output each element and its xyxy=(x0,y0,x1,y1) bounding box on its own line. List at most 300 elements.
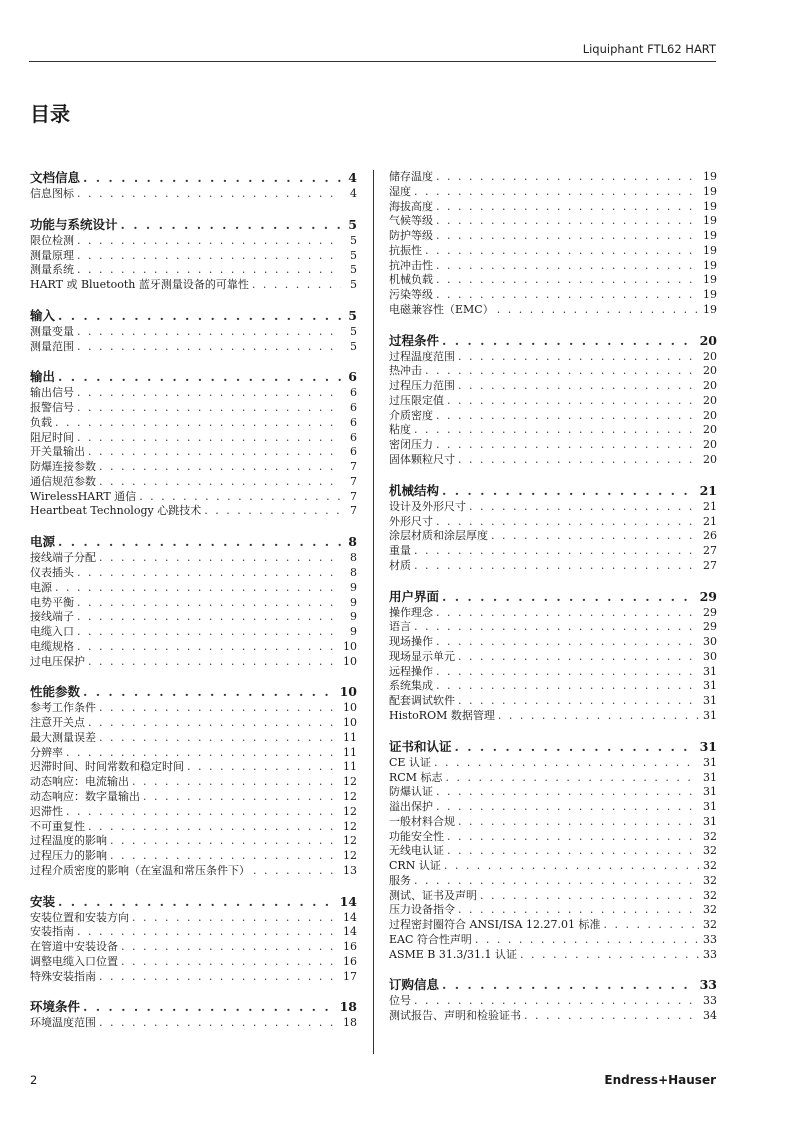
toc-entry[interactable] xyxy=(30,805,357,820)
toc-entry-page: 12 xyxy=(343,789,357,803)
toc-entry[interactable] xyxy=(389,889,717,904)
toc-entry[interactable] xyxy=(389,244,717,259)
toc-section-heading[interactable] xyxy=(389,333,717,349)
footer-brand: Endress+Hauser xyxy=(604,1073,716,1087)
toc-dot-leader xyxy=(77,263,341,278)
toc-dot-leader xyxy=(55,416,341,431)
toc-entry-label: 气候等级 xyxy=(389,214,433,228)
toc-section-title: 输出 xyxy=(30,369,56,385)
toc-entry[interactable] xyxy=(389,185,717,200)
toc-dot-leader xyxy=(414,620,699,635)
toc-entry-label: 密闭压力 xyxy=(389,438,433,452)
toc-entry-label: 特殊安装指南 xyxy=(30,969,96,983)
toc-entry-label: 湿度 xyxy=(389,184,411,198)
toc-section-heading[interactable] xyxy=(30,999,357,1015)
toc-entry[interactable] xyxy=(389,394,717,409)
toc-entry[interactable] xyxy=(389,918,717,933)
toc-dot-leader xyxy=(83,170,341,186)
toc-entry[interactable] xyxy=(30,970,357,985)
toc-dot-leader xyxy=(475,933,699,948)
toc-dot-leader xyxy=(442,333,696,349)
toc-entry[interactable] xyxy=(389,903,717,918)
toc-entry-page: 11 xyxy=(343,745,357,759)
toc-entry[interactable] xyxy=(389,665,717,680)
toc-entry-page: 32 xyxy=(703,859,717,873)
toc-entry[interactable] xyxy=(389,438,717,453)
toc-entry-page: 33 xyxy=(703,932,717,946)
toc-entry[interactable] xyxy=(30,386,357,401)
toc-entry-label: EAC 符合性声明 xyxy=(389,932,472,946)
toc-entry-label: 输出信号 xyxy=(30,386,74,400)
toc-section-heading[interactable] xyxy=(30,170,357,186)
toc-entry-label: 配套调试软件 xyxy=(389,694,455,708)
toc-entry-page: 19 xyxy=(703,302,717,316)
toc-entry[interactable] xyxy=(389,1009,717,1024)
toc-entry[interactable] xyxy=(389,859,717,874)
toc-section xyxy=(30,684,357,878)
toc-dot-leader xyxy=(132,775,339,790)
toc-entry[interactable] xyxy=(389,288,717,303)
toc-section-page: 5 xyxy=(348,216,357,232)
toc-entry[interactable] xyxy=(389,379,717,394)
toc-section xyxy=(389,739,717,963)
toc-entry[interactable] xyxy=(389,529,717,544)
toc-entry[interactable] xyxy=(389,994,717,1009)
toc-section-heading[interactable] xyxy=(389,589,717,605)
toc-entry-label: 操作理念 xyxy=(389,605,433,619)
toc-entry-label: 防爆认证 xyxy=(389,785,433,799)
toc-dot-leader xyxy=(99,970,339,985)
toc-entry-label: 信息图标 xyxy=(30,187,74,200)
toc-entry-page: 20 xyxy=(703,364,717,378)
toc-entry[interactable] xyxy=(389,650,717,665)
toc-dot-leader xyxy=(436,409,699,424)
toc-entry[interactable] xyxy=(30,581,357,596)
toc-section-page: 31 xyxy=(699,738,717,754)
toc-entry-label: RCM 标志 xyxy=(389,770,443,784)
toc-dot-leader xyxy=(77,640,339,655)
toc-entry-page: 12 xyxy=(343,834,357,848)
toc-section-heading[interactable] xyxy=(389,739,717,755)
toc-entry-label: 注意开关点 xyxy=(30,716,85,730)
toc-dot-leader xyxy=(436,214,699,229)
toc-entry[interactable] xyxy=(389,200,717,215)
toc-entry-page: 31 xyxy=(703,770,717,784)
toc-dot-leader xyxy=(444,859,699,874)
toc-entry[interactable] xyxy=(30,234,357,249)
toc-entry-label: 报警信号 xyxy=(30,401,74,415)
toc-entry-label: 粘度 xyxy=(389,423,411,437)
toc-entry[interactable] xyxy=(389,170,717,185)
toc-entry-label: 环境温度范围 xyxy=(30,1016,96,1030)
toc-section-heading[interactable] xyxy=(30,894,357,910)
toc-entry[interactable] xyxy=(389,453,717,468)
toc-entry-label: 压力设备指令 xyxy=(389,903,455,917)
toc-entry[interactable] xyxy=(30,249,357,264)
toc-entry-page: 31 xyxy=(703,708,717,722)
toc-entry-page: 32 xyxy=(703,829,717,843)
toc-entry-label: 迟滞时间、时间常数和稳定时间 xyxy=(30,760,184,774)
toc-entry-page: 10 xyxy=(343,701,357,715)
toc-entry[interactable] xyxy=(30,925,357,940)
toc-section-heading[interactable] xyxy=(30,684,357,700)
toc-entry-label: 测量变量 xyxy=(30,324,74,338)
toc-dot-leader xyxy=(520,948,699,963)
toc-entry-label: 现场操作 xyxy=(389,635,433,649)
header-rule xyxy=(29,61,716,62)
toc-entry-label: 重量 xyxy=(389,544,411,558)
toc-entry-page: 12 xyxy=(343,804,357,818)
toc-entry[interactable] xyxy=(389,933,717,948)
toc-section-heading[interactable] xyxy=(389,977,717,993)
toc-entry-page: 6 xyxy=(350,445,357,459)
toc-entry[interactable] xyxy=(389,350,717,365)
toc-dot-leader xyxy=(121,955,339,970)
toc-section-title: 性能参数 xyxy=(30,684,81,700)
toc-entry[interactable] xyxy=(389,259,717,274)
toc-entry-label: 过压限定值 xyxy=(389,393,444,407)
toc-entry-label: 过程压力的影响 xyxy=(30,849,107,863)
toc-entry-label: 参考工作条件 xyxy=(30,701,96,715)
toc-entry[interactable] xyxy=(389,948,717,963)
toc-entry-page: 14 xyxy=(343,910,357,924)
toc-dot-leader xyxy=(414,544,699,559)
toc-entry-page: 31 xyxy=(703,679,717,693)
toc-entry-label: 过程介质密度的影响（在室温和常压条件下） xyxy=(30,863,250,877)
toc-entry-page: 31 xyxy=(703,755,717,769)
toc-entry-page: 19 xyxy=(703,170,717,183)
toc-entry-page: 12 xyxy=(343,849,357,863)
toc-dot-leader xyxy=(469,500,699,515)
toc-entry[interactable] xyxy=(30,911,357,926)
toc-section-heading[interactable] xyxy=(389,483,717,499)
toc-entry-page: 20 xyxy=(703,379,717,393)
toc-entry[interactable] xyxy=(30,325,357,340)
toc-entry[interactable] xyxy=(389,874,717,889)
toc-left-column xyxy=(30,170,357,1031)
toc-dot-leader xyxy=(77,596,341,611)
toc-entry-page: 19 xyxy=(703,243,717,257)
toc-entry[interactable] xyxy=(389,620,717,635)
toc-entry[interactable] xyxy=(389,709,717,724)
toc-entry[interactable] xyxy=(389,635,717,650)
toc-dot-leader xyxy=(58,308,341,324)
toc-dot-leader xyxy=(436,800,699,815)
toc-entry-label: 污染等级 xyxy=(389,288,433,302)
toc-entry-page: 19 xyxy=(703,273,717,287)
toc-dot-leader xyxy=(434,756,699,771)
toc-section-title: 文档信息 xyxy=(30,170,81,185)
toc-entry-page: 29 xyxy=(703,620,717,634)
toc-entry-page: 4 xyxy=(350,187,357,200)
toc-entry-label: 过电压保护 xyxy=(30,654,85,668)
toc-entry[interactable] xyxy=(30,475,357,490)
toc-dot-leader xyxy=(99,731,339,746)
toc-entry-page: 20 xyxy=(703,453,717,467)
toc-dot-leader xyxy=(436,273,699,288)
toc-dot-leader xyxy=(55,581,341,596)
toc-dot-leader xyxy=(442,977,696,993)
toc-entry-page: 33 xyxy=(703,994,717,1008)
toc-entry[interactable] xyxy=(30,401,357,416)
toc-entry-page: 30 xyxy=(703,649,717,663)
toc-entry[interactable] xyxy=(30,701,357,716)
toc-entry[interactable] xyxy=(389,423,717,438)
toc-dot-leader xyxy=(77,566,341,581)
toc-entry-page: 5 xyxy=(350,324,357,338)
toc-dot-leader xyxy=(88,820,339,835)
toc-entry[interactable] xyxy=(389,559,717,574)
toc-entry-label: 现场显示单元 xyxy=(389,649,455,663)
toc-dot-leader xyxy=(414,185,699,200)
toc-entry[interactable] xyxy=(30,940,357,955)
toc-entry[interactable] xyxy=(30,278,357,293)
toc-entry[interactable] xyxy=(30,431,357,446)
toc-dot-leader xyxy=(252,278,341,293)
toc-entry[interactable] xyxy=(30,864,357,879)
toc-entry-label: CE 认证 xyxy=(389,755,431,769)
toc-dot-leader xyxy=(139,490,341,505)
footer-page-number: 2 xyxy=(30,1073,38,1087)
toc-section-heading[interactable] xyxy=(30,308,357,324)
toc-dot-leader xyxy=(458,815,699,830)
toc-entry-page: 18 xyxy=(343,1016,357,1030)
toc-entry[interactable] xyxy=(389,815,717,830)
toc-entry[interactable] xyxy=(30,625,357,640)
toc-dot-leader xyxy=(99,475,341,490)
toc-dot-leader xyxy=(436,259,699,274)
toc-dot-leader xyxy=(132,911,339,926)
toc-entry-label: 测量范围 xyxy=(30,339,74,353)
toc-dot-leader xyxy=(455,739,696,755)
toc-entry[interactable] xyxy=(389,756,717,771)
toc-entry[interactable] xyxy=(30,955,357,970)
toc-entry-page: 26 xyxy=(703,529,717,543)
toc-entry-label: 测量原理 xyxy=(30,248,74,262)
toc-dot-leader xyxy=(498,709,699,724)
toc-dot-leader xyxy=(66,805,339,820)
toc-entry-label: 固体颗粒尺寸 xyxy=(389,453,455,467)
toc-entry[interactable] xyxy=(30,460,357,475)
toc-entry[interactable] xyxy=(389,515,717,530)
toc-entry[interactable] xyxy=(389,694,717,709)
toc-entry-page: 31 xyxy=(703,785,717,799)
toc-entry[interactable] xyxy=(389,830,717,845)
toc-section-heading[interactable] xyxy=(30,217,357,233)
toc-entry-page: 6 xyxy=(350,386,357,400)
toc-dot-leader xyxy=(58,369,341,385)
toc-entry-page: 21 xyxy=(703,499,717,513)
toc-dot-leader xyxy=(414,559,699,574)
toc-entry-page: 12 xyxy=(343,819,357,833)
toc-entry-label: 设计及外形尺寸 xyxy=(389,499,466,513)
toc-entry[interactable] xyxy=(389,500,717,515)
toc-entry[interactable] xyxy=(389,409,717,424)
toc-entry-label: 迟滞性 xyxy=(30,804,63,818)
toc-entry[interactable] xyxy=(30,551,357,566)
toc-section xyxy=(30,217,357,293)
toc-entry[interactable] xyxy=(30,746,357,761)
toc-entry-page: 31 xyxy=(703,664,717,678)
toc-entry[interactable] xyxy=(389,273,717,288)
toc-entry-label: 电磁兼容性（EMC） xyxy=(389,302,494,316)
toc-dot-leader xyxy=(442,589,696,605)
toc-section-page: 5 xyxy=(348,307,357,323)
toc-dot-leader xyxy=(77,386,341,401)
toc-entry[interactable] xyxy=(389,771,717,786)
toc-section-title: 证书和认证 xyxy=(389,738,452,754)
toc-entry-label: ASME B 31.3/31.1 认证 xyxy=(389,947,518,961)
toc-entry-label: 过程温度的影响 xyxy=(30,834,107,848)
toc-entry[interactable] xyxy=(30,716,357,731)
toc-entry-label: 抗振性 xyxy=(389,243,422,257)
toc-dot-leader xyxy=(77,234,341,249)
toc-entry[interactable] xyxy=(30,596,357,611)
toc-entry-label: 位号 xyxy=(389,994,411,1008)
toc-section-title: 订购信息 xyxy=(389,977,440,993)
toc-entry-page: 30 xyxy=(703,635,717,649)
toc-section-heading[interactable] xyxy=(30,534,357,550)
toc-entry-page: 7 xyxy=(350,489,357,503)
toc-entry-page: 20 xyxy=(703,349,717,363)
toc-entry[interactable] xyxy=(389,606,717,621)
toc-entry-label: 负载 xyxy=(30,415,52,429)
toc-entry[interactable] xyxy=(389,800,717,815)
toc-dot-leader xyxy=(436,665,699,680)
toc-dot-leader xyxy=(445,771,699,786)
toc-entry-label: 仪表插头 xyxy=(30,566,74,580)
toc-dot-leader xyxy=(77,610,341,625)
toc-entry[interactable] xyxy=(30,566,357,581)
toc-dot-leader xyxy=(99,1016,339,1031)
toc-entry[interactable] xyxy=(30,760,357,775)
toc-entry[interactable] xyxy=(30,416,357,431)
toc-entry[interactable] xyxy=(30,1016,357,1031)
toc-entry[interactable] xyxy=(389,679,717,694)
toc-entry[interactable] xyxy=(30,655,357,670)
toc-entry-page: 6 xyxy=(350,430,357,444)
toc-entry-label: CRN 认证 xyxy=(389,859,441,873)
toc-entry[interactable] xyxy=(389,544,717,559)
toc-entry-page: 34 xyxy=(703,1009,717,1023)
toc-entry-page: 32 xyxy=(703,888,717,902)
toc-entry-page: 9 xyxy=(350,580,357,594)
toc-entry-label: 阻尼时间 xyxy=(30,430,74,444)
toc-entry-label: 过程温度范围 xyxy=(389,349,455,363)
toc-section-page: 29 xyxy=(699,588,717,604)
toc-entry[interactable] xyxy=(30,834,357,849)
toc-entry-label: HART 或 Bluetooth 蓝牙测量设备的可靠性 xyxy=(30,278,249,292)
toc-right-column xyxy=(389,170,717,1024)
toc-dot-leader xyxy=(458,694,699,709)
toc-dot-leader xyxy=(121,940,339,955)
toc-entry-label: 抗冲击性 xyxy=(389,258,433,272)
toc-entry-label: 电势平衡 xyxy=(30,595,74,609)
toc-entry[interactable] xyxy=(389,214,717,229)
toc-entry[interactable] xyxy=(389,785,717,800)
toc-entry-page: 31 xyxy=(703,694,717,708)
toc-entry[interactable] xyxy=(30,775,357,790)
toc-dot-leader xyxy=(436,679,699,694)
toc-entry-page: 12 xyxy=(343,775,357,789)
toc-entry[interactable] xyxy=(30,340,357,355)
toc-section xyxy=(30,894,357,985)
toc-entry[interactable] xyxy=(30,504,357,519)
toc-entry[interactable] xyxy=(30,640,357,655)
toc-dot-leader xyxy=(99,551,341,566)
toc-entry-label: 接线端子分配 xyxy=(30,551,96,565)
toc-entry-page: 19 xyxy=(703,258,717,272)
toc-entry-page: 9 xyxy=(350,595,357,609)
toc-entry-label: 过程压力范围 xyxy=(389,379,455,393)
toc-section-title: 安装 xyxy=(30,893,56,909)
toc-entry-page: 19 xyxy=(703,214,717,228)
toc-entry-page: 5 xyxy=(350,248,357,262)
toc-dot-leader xyxy=(458,453,699,468)
toc-section-page: 14 xyxy=(339,893,357,909)
toc-section xyxy=(30,369,357,519)
toc-entry[interactable] xyxy=(30,820,357,835)
toc-entry-label: 语言 xyxy=(389,620,411,634)
toc-entry-label: 储存温度 xyxy=(389,170,433,183)
toc-dot-leader xyxy=(436,785,699,800)
toc-dot-leader xyxy=(414,874,699,889)
toc-entry[interactable] xyxy=(30,187,357,202)
toc-section-page: 21 xyxy=(699,482,717,498)
toc-entry-page: 6 xyxy=(350,415,357,429)
toc-entry-label: 系统集成 xyxy=(389,679,433,693)
toc-dot-leader xyxy=(458,379,699,394)
toc-dot-leader xyxy=(436,200,699,215)
toc-entry[interactable] xyxy=(30,490,357,505)
toc-entry[interactable] xyxy=(389,303,717,318)
toc-entry[interactable] xyxy=(30,790,357,805)
toc-entry-page: 13 xyxy=(343,863,357,877)
toc-entry[interactable] xyxy=(389,229,717,244)
toc-dot-leader xyxy=(77,431,341,446)
toc-entry-page: 29 xyxy=(703,605,717,619)
toc-dot-leader xyxy=(491,529,699,544)
toc-entry-label: 溢出保护 xyxy=(389,800,433,814)
toc-entry-label: 调整电缆入口位置 xyxy=(30,954,118,968)
toc-entry-page: 11 xyxy=(343,760,357,774)
toc-dot-leader xyxy=(110,849,339,864)
toc-dot-leader xyxy=(436,635,699,650)
toc-dot-leader xyxy=(442,483,696,499)
toc-dot-leader xyxy=(524,1009,699,1024)
toc-entry-label: 功能安全性 xyxy=(389,829,444,843)
toc-entry-label: 安装指南 xyxy=(30,925,74,939)
toc-entry-page: 11 xyxy=(343,730,357,744)
toc-entry-label: 海拔高度 xyxy=(389,199,433,213)
toc-entry[interactable] xyxy=(30,263,357,278)
toc-entry[interactable] xyxy=(30,849,357,864)
toc-entry[interactable] xyxy=(30,610,357,625)
toc-section-page: 18 xyxy=(339,999,357,1015)
toc-entry-page: 27 xyxy=(703,544,717,558)
toc-entry-page: 19 xyxy=(703,199,717,213)
toc-entry-label: 材质 xyxy=(389,558,411,572)
toc-entry[interactable] xyxy=(30,445,357,460)
toc-entry[interactable] xyxy=(389,364,717,379)
toc-entry[interactable] xyxy=(30,731,357,746)
toc-entry[interactable] xyxy=(389,844,717,859)
toc-section-heading[interactable] xyxy=(30,369,357,385)
toc-dot-leader xyxy=(458,650,699,665)
toc-dot-leader xyxy=(414,994,699,1009)
toc-dot-leader xyxy=(458,903,699,918)
toc-section-title: 环境条件 xyxy=(30,999,81,1015)
